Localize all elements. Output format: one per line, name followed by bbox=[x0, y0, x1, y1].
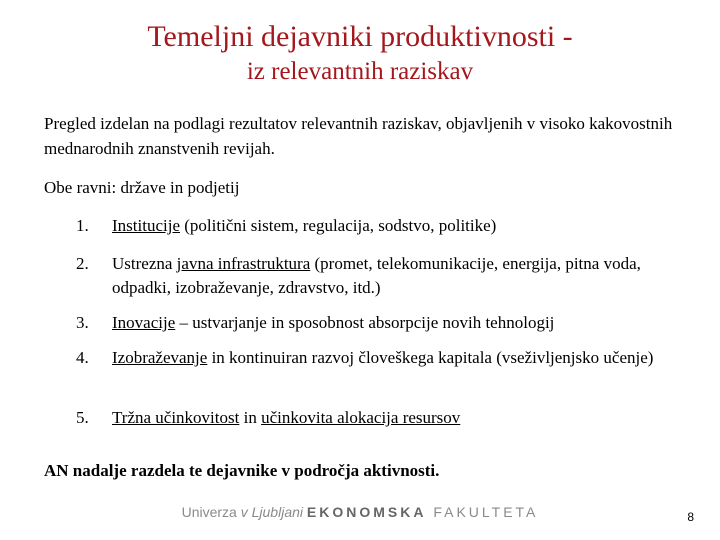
intro-paragraph: Pregled izdelan na podlagi rezultatov relevantnih raziskav, objavljenih v visoko kakovostnih mednarodnih znanstvenih revijah. bbox=[44, 114, 673, 158]
list-item-number: 5. bbox=[76, 408, 89, 427]
list-item-detail: – ustvarjanje in sposobnost absorpcije novih tehnologij bbox=[175, 313, 555, 332]
slide-subtitle: iz relevantnih raziskav bbox=[246, 58, 474, 85]
list-item-number: 1. bbox=[76, 216, 89, 235]
footer-v-ljubljani: v Ljubljani bbox=[236, 504, 307, 520]
list-item-keyword: javna infrastruktura bbox=[176, 254, 311, 273]
list-item-number: 3. bbox=[76, 313, 89, 332]
footer-logo bbox=[0, 504, 720, 520]
footer-ekonomska: EKONOMSKA bbox=[306, 504, 427, 520]
levels-paragraph: Obe ravni: države in podjetij bbox=[44, 178, 240, 197]
slide-title: Temeljni dejavniki produktivnosti - bbox=[147, 20, 573, 53]
list-item-number: 4. bbox=[76, 348, 89, 367]
list-item-text bbox=[112, 311, 682, 335]
list-item-detail: in kontinuiran razvoj človeškega kapitala (vseživljenjsko učenje) bbox=[207, 348, 654, 367]
list-item-keyword: Institucije bbox=[112, 216, 180, 235]
list-item-number: 2. bbox=[76, 254, 89, 273]
list-item-detail: (politični sistem, regulacija, sodstvo, politike) bbox=[179, 216, 497, 235]
footer-univerza: Univerza bbox=[181, 504, 237, 520]
list-item-keyword: Inovacije bbox=[112, 313, 176, 332]
footer-fakulteta: FAKULTETA bbox=[426, 504, 539, 520]
list-item-keyword: Tržna učinkovitost bbox=[112, 408, 240, 427]
closing-statement: AN nadalje razdela te dejavnike v področja aktivnosti. bbox=[44, 461, 440, 480]
page-number: 8 bbox=[687, 510, 694, 524]
list-item-text bbox=[112, 406, 682, 430]
list-item-prefix: Ustrezna bbox=[112, 254, 177, 273]
list-item-keyword-2: učinkovita alokacija resursov bbox=[261, 408, 461, 427]
list-item-connector: in bbox=[239, 408, 262, 427]
list-item-detail: (promet, telekomunikacije, energija, pitna voda, odpadki, izobraževanje, zdravstvo, itd.) bbox=[112, 254, 641, 297]
list-item-keyword: Izobraževanje bbox=[112, 348, 208, 367]
list-item-text bbox=[112, 214, 682, 238]
list-item-text bbox=[112, 252, 682, 300]
list-item-text bbox=[112, 346, 682, 370]
